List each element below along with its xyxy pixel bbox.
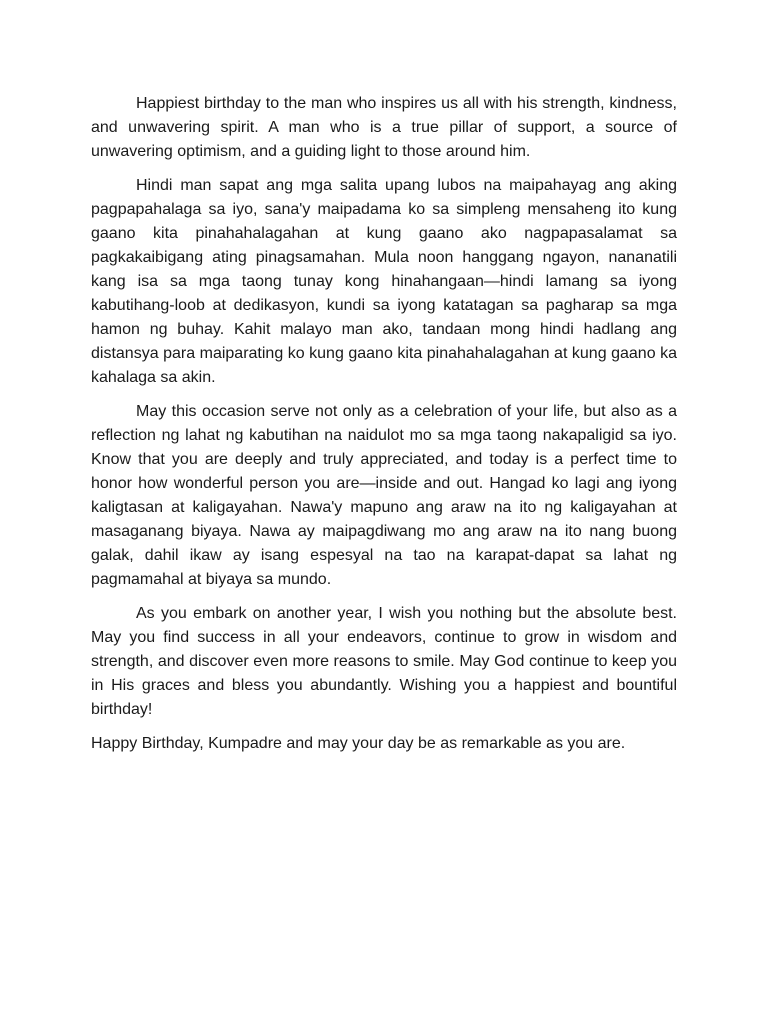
closing-line: Happy Birthday, Kumpadre and may your day be as remarkable as you are. <box>91 735 626 752</box>
document-body <box>91 92 677 766</box>
paragraph-4: As you embark on another year, I wish you nothing but the absolute best. May you find success in all your endeavors, continue to grow in wisdom and strength, and discover even more reasons to smile. May God continue to keep you in His graces and bless you abundantly. Wishing you a happiest and bountiful birthday! <box>91 605 677 718</box>
paragraph-2: Hindi man sapat ang mga salita upang lubos na maipahayag ang aking pagpapahalaga sa iyo, sana'y maipadama ko sa simpleng mensaheng ito kung gaano kita pinahahalagahan at kung gaano ako nagpapasalamat sa pagkakaibigang ating pinagsamahan. Mula noon hanggang ngayon, nananatili kang isa sa mga taong tunay kong hinahangaan—hindi lamang sa iyong kabutihang-loob at dedikasyon, kundi sa iyong katatagan sa pagharap sa mga hamon ng buhay. Kahit malayo man ako, tandaan mong hindi hadlang ang distansya para maiparating ko kung gaano kita pinahahalagahan at kung gaano ka kahalaga sa akin. <box>91 177 677 386</box>
paragraph-3: May this occasion serve not only as a celebration of your life, but also as a reflection ng lahat ng kabutihan na naidulot mo sa mga taong nakapaligid sa iyo. Know that you are deeply and truly appreciated, and today is a perfect time to honor how wonderful person you are—inside and out. Hangad ko lagi ang iyong kaligtasan at kaligayahan. Nawa'y mapuno ang araw na ito ng kaligayahan at masaganang biyaya. Nawa ay maipagdiwang mo ang araw na ito nang buong galak, dahil ikaw ay isang espesyal na tao na karapat-dapat sa lahat ng pagmamahal at biyaya sa mundo. <box>91 403 677 588</box>
paragraph-1: Happiest birthday to the man who inspires us all with his strength, kindness, and unwavering spirit. A man who is a true pillar of support, a source of unwavering optimism, and a guiding light to those around him. <box>91 95 677 160</box>
